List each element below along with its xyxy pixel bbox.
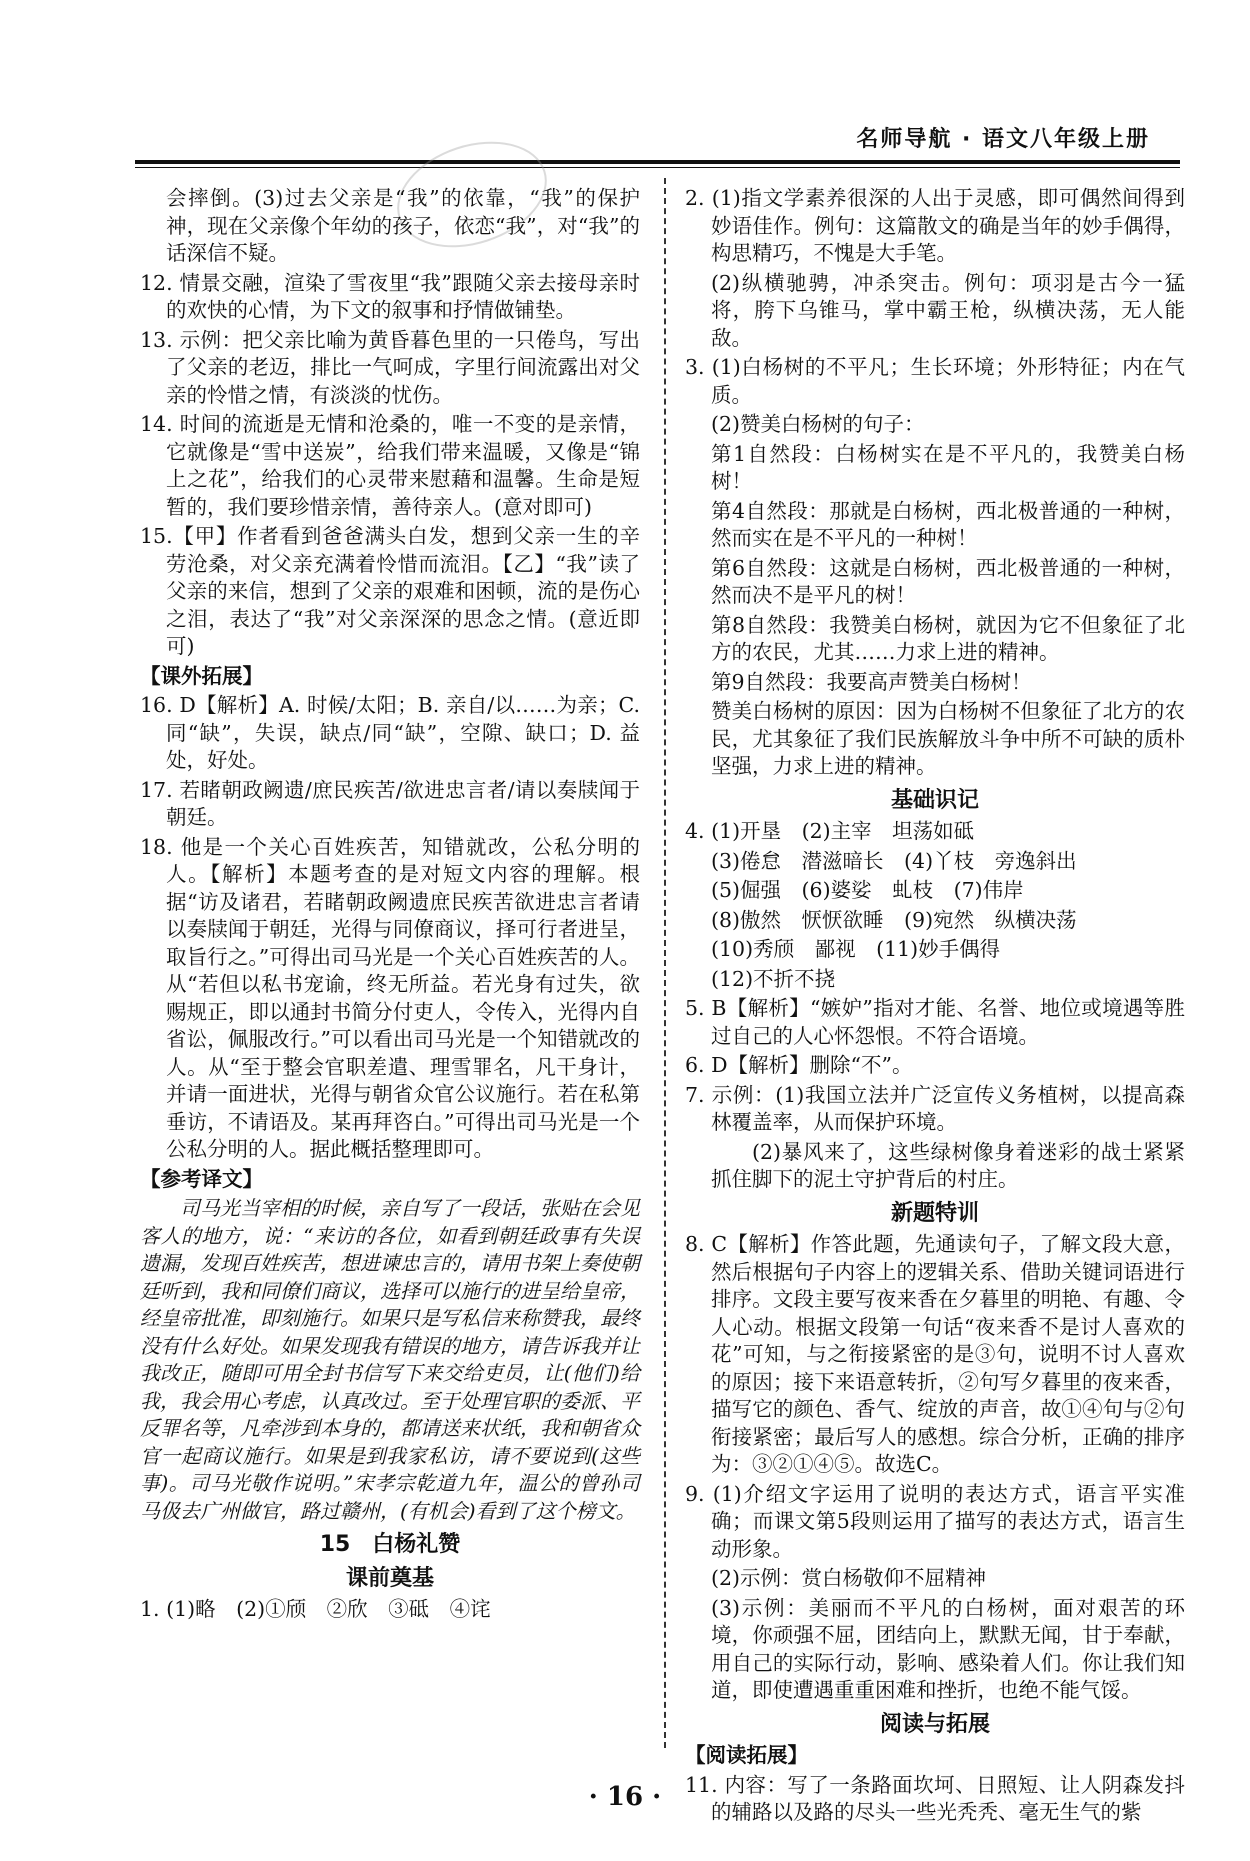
answer-paragraph: 【参考译文】 (140, 1166, 263, 1191)
answer-paragraph: 会摔倒。(3)过去父亲是“我”的依靠，“我”的保护神，现在父亲像个年幼的孩子，依恋“我”，对“我”的话深信不疑。 (166, 186, 640, 265)
answer-paragraph: 第9自然段：我要高声赞美白杨树！ (711, 669, 1032, 694)
section-heading: 阅读与拓展 (879, 1711, 990, 1737)
page-number: · 16 · (588, 1782, 662, 1812)
answer-paragraph: 第1自然段：白杨树实在是不平凡的，我赞美白杨树！ (711, 441, 1185, 493)
answer-paragraph: 6. D【解析】删除“不”。 (685, 1053, 913, 1077)
answer-paragraph: (8)傲然 恹恹欲睡 (9)宛然 纵横决荡 (711, 907, 1077, 932)
header-rule (135, 160, 1180, 164)
answer-paragraph: 11. 内容：写了一条路面坎坷、日照短、让人阴森发抖的辅路以及路的尽头一些光秃秃、毫无生气的紫 (685, 1772, 1185, 1824)
answer-paragraph: 8. C【解析】作答此题，先通读句子，了解文段大意，然后根据句子内容上的逻辑关系、借助关键词语进行排序。文段主要写夜来香在夕暮里的明艳、有趣、令人心动。根据文段第一句话“夜来香不是讨人喜欢的花”可知，与之衔接紧密的是③句，说明不讨人喜欢的原因；接下来语意转折，②句写夕暮里的夜来香，描写它的颜色、香气、绽放的声音，故①④句与②句衔接紧密；最后写人的感想。综合分析，正确的排序为：③②①④⑤。故选C。 (685, 1232, 1185, 1476)
answer-paragraph: 13. 示例：把父亲比喻为黄昏暮色里的一只倦鸟，写出了父亲的老迈，排比一气呵成，字里行间流露出对父亲的怜惜之情，有淡淡的忧伤。 (140, 327, 640, 407)
column-divider (664, 178, 666, 1748)
answer-paragraph: (2)暴风来了，这些绿树像身着迷彩的战士紧紧抓住脚下的泥土守护背后的村庄。 (711, 1139, 1185, 1191)
left-column (140, 185, 640, 1626)
answer-paragraph: 17. 若睹朝政阙遗/庶民疾苦/欲进忠言者/请以奏牍闻于朝廷。 (140, 777, 640, 829)
answer-paragraph: 9. (1)介绍文字运用了说明的表达方式，语言平实准确；而课文第5段则运用了描写的表达方式，语言生动形象。 (685, 1481, 1185, 1561)
header-title: 名师导航 · 语文八年级上册 (856, 127, 1150, 152)
section-heading: 15 白杨礼赞 (319, 1532, 461, 1557)
answer-paragraph: 14. 时间的流逝是无情和沧桑的，唯一不变的是亲情，它就像是“雪中送炭”，给我们带来温暖，又像是“锦上之花”，给我们的心灵带来慰藉和温馨。生命是短暂的，我们要珍惜亲情，善待亲人。(意对即可) (140, 412, 640, 519)
answer-paragraph: 12. 情景交融，渲染了雪夜里“我”跟随父亲去接母亲时的欢快的心情，为下文的叙事和抒情做铺垫。 (140, 270, 640, 322)
header-rule-thin (135, 167, 1180, 168)
answer-paragraph: 7. 示例：(1)我国立法并广泛宣传义务植树，以提高森林覆盖率，从而保护环境。 (685, 1082, 1185, 1134)
answer-paragraph: 第8自然段：我赞美白杨树，就因为它不但象征了北方的农民，尤其……力求上进的精神。 (711, 612, 1185, 664)
answer-paragraph: 赞美白杨树的原因：因为白杨树不但象征了北方的农民，尤其象征了我们民族解放斗争中所不可缺的质朴坚强，力求上进的精神。 (711, 699, 1185, 778)
section-heading: 新题特训 (890, 1200, 979, 1226)
answer-paragraph: (2)纵横驰骋，冲杀突击。例句：项羽是古今一猛将，胯下乌锥马，掌中霸王枪，纵横决荡，无人能敌。 (711, 270, 1185, 350)
answer-paragraph: (2)赞美白杨树的句子： (711, 412, 925, 436)
answer-paragraph: 3. (1)白杨树的不平凡；生长环境；外形特征；内在气质。 (685, 355, 1185, 407)
answer-paragraph: (12)不折不挠 (711, 966, 836, 991)
answer-paragraph: 16. D【解析】A. 时候/太阳；B. 亲自/以……为亲；C. 同“缺”，失误，缺点/同“缺”，空隙、缺口；D. 益处，好处。 (140, 693, 640, 772)
answer-paragraph: (3)倦怠 潜滋暗长 (4)丫枝 旁逸斜出 (711, 848, 1077, 873)
answer-paragraph: 1. (1)略 (2)①颀 ②欣 ③砥 ④诧 (140, 1597, 491, 1621)
section-heading: 课前奠基 (345, 1565, 434, 1591)
page-header (135, 118, 1180, 160)
answer-paragraph: 司马光当宰相的时候，亲自写了一段话，张贴在会见客人的地方，说：“来访的各位，如看到朝廷政事有失误遗漏，发现百姓疾苦，想进谏忠言的，请用书架上奏使朝廷听到，我和同僚们商议，选择可以施行的进呈给皇帝，经皇帝批准，即刻施行。如果只是写私信来称赞我，最终没有什么好处。如果发现我有错误的地方，请告诉我并让我改正，随即可用全封书信写下来交给吏员，让(他们)给我，我会用心考虑，认真改过。至于处理官职的委派、平反罪名等，凡牵涉到本身的，都请送来状纸，我和朝省众官一起商议施行。如果是到我家私访，请不要说到(这些事)。司马光敬作说明。”宋孝宗乾道九年，温公的曾孙司马伋去广州做官，路过赣州，(有机会)看到了这个榜文。 (140, 1196, 640, 1523)
answer-paragraph: 【阅读拓展】 (685, 1743, 808, 1767)
answer-paragraph: (5)倔强 (6)婆娑 虬枝 (7)伟岸 (711, 878, 1024, 902)
answer-paragraph: 第6自然段：这就是白杨树，西北极普通的一种树，然而决不是平凡的树！ (711, 555, 1185, 607)
answer-paragraph: 18. 他是一个关心百姓疾苦，知错就改，公私分明的人。【解析】本题考查的是对短文内容的理解。根据“访及诸君，若睹朝政阙遗庶民疾苦欲进忠言者请以奏牍闻于朝廷，光得与同僚商议，择可行者进呈，取旨行之。”可得出司马光是一个关心百姓疾苦的人。从“若但以私书宠谕，终无所益。若光身有过失，欲赐规正，即以通封书简分付吏人，令传入，光得内自省讼，佩服改行。”可以看出司马光是一个知错就改的人。从“至于整会官职差遣、理雪罪名，凡干身计，并请一面进状，光得与朝省众官公议施行。若在私第垂访，不请语及。某再拜咨白。”可得出司马光是一个公私分明的人。据此概括整理即可。 (140, 834, 640, 1161)
answer-paragraph: (10)秀颀 鄙视 (11)妙手偶得 (711, 937, 1001, 961)
answer-paragraph: 第4自然段：那就是白杨树，西北极普通的一种树，然而实在是不平凡的一种树！ (711, 498, 1185, 550)
answer-paragraph: 2. (1)指文学素养很深的人出于灵感，即可偶然间得到妙语佳作。例句：这篇散文的确是当年的妙手偶得，构思精巧，不愧是大手笔。 (685, 186, 1185, 265)
right-column (685, 185, 1185, 1829)
answer-paragraph: (3)示例：美丽而不平凡的白杨树，面对艰苦的环境，你顽强不屈，团结向上，默默无闻，甘于奉献，用自己的实际行动，影响、感染着人们。你让我们知道，即使遭遇重重困难和挫折，也绝不能气馁。 (711, 1595, 1185, 1702)
answer-paragraph: 4. (1)开垦 (2)主宰 坦荡如砥 (685, 819, 975, 843)
answer-paragraph: 15.【甲】作者看到爸爸满头白发，想到父亲一生的辛劳沧桑，对父亲充满着怜惜而流泪。【乙】“我”读了父亲的来信，想到了父亲的艰难和困顿，流的是伤心之泪，表达了“我”对父亲深深的思念之情。(意近即可) (140, 524, 640, 658)
answer-paragraph: 5. B【解析】“嫉妒”指对才能、名誉、地位或境遇等胜过自己的人心怀怨恨。不符合语境。 (685, 996, 1185, 1048)
section-heading: 基础识记 (890, 787, 979, 813)
answer-paragraph: (2)示例：赏白杨敬仰不屈精神 (711, 1566, 987, 1590)
answer-paragraph: 【课外拓展】 (140, 663, 263, 688)
